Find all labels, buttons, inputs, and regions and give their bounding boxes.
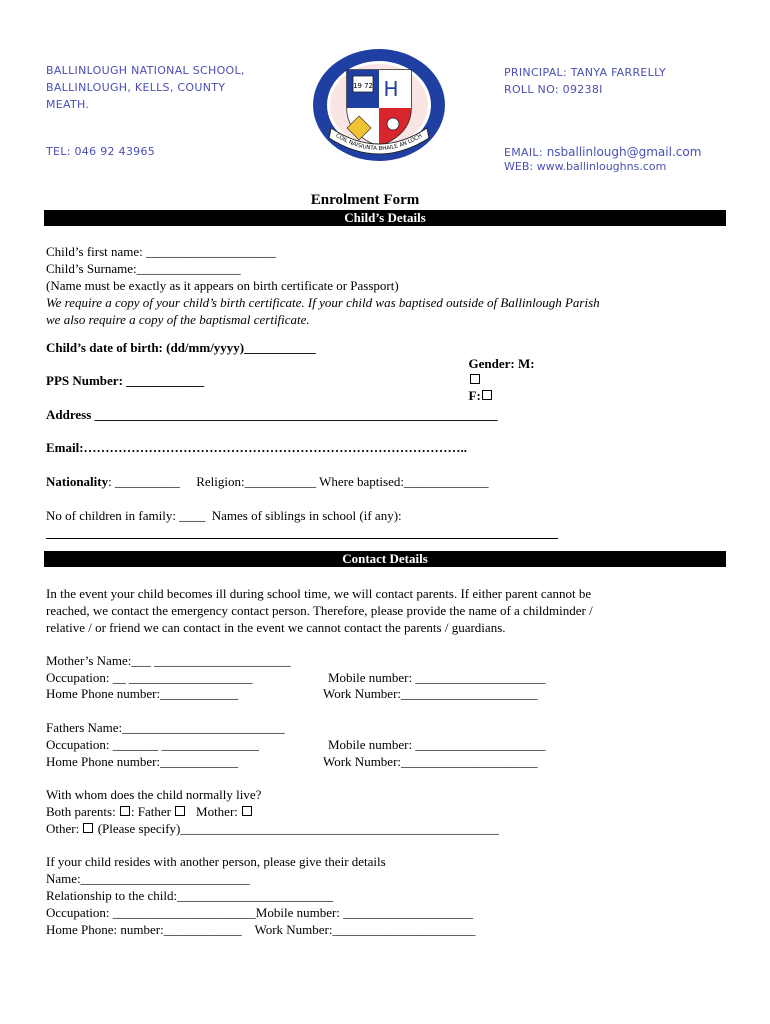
email-label: EMAIL: (504, 146, 543, 159)
certificate-note: We require a copy of your child’s birth certificate. If your child was baptised outside of Ballinlough Parish (46, 295, 600, 310)
gender-female-label: F: (468, 388, 481, 403)
mother-work-number-field[interactable]: Work Number:_____________________ (323, 686, 538, 701)
name-note: (Name must be exactly as it appears on birth certificate or Passport) (46, 278, 399, 293)
crest-letter: H (383, 77, 399, 101)
mother-home-phone-field[interactable]: Home Phone number:____________ (46, 686, 239, 701)
school-website[interactable]: WEB: www.ballinloughns.com (504, 160, 667, 173)
dob-field[interactable]: Child’s date of birth: (dd/mm/yyyy)___________ (46, 340, 316, 355)
father-home-phone-field[interactable]: Home Phone number:____________ (46, 754, 239, 769)
other-checkbox[interactable] (83, 823, 93, 833)
school-crest-logo (311, 48, 447, 162)
father-occupation-field[interactable]: Occupation: _______ _______________ (46, 737, 260, 752)
pps-number-field[interactable]: PPS Number: ____________ (46, 373, 205, 388)
gender-label: Gender: M: (468, 356, 535, 371)
gender-field (462, 340, 535, 404)
school-email (504, 145, 701, 159)
mother-name-field[interactable]: Mother’s Name:___ _____________________ (46, 653, 291, 668)
father-label: : Father (130, 804, 172, 819)
child-first-name-field[interactable]: Child’s first name: ____________________ (46, 244, 277, 259)
address-field[interactable]: Address ______________________________________________________________ (46, 407, 498, 422)
contact-paragraph-2: reached, we contact the emergency contact person. Therefore, please provide the name of a childminder / (46, 603, 593, 618)
crest-year: 19 72 (352, 82, 374, 90)
nationality-religion-row[interactable] (46, 474, 488, 490)
school-address (46, 62, 276, 113)
father-mobile-field[interactable]: Mobile number: ____________________ (328, 737, 546, 752)
father-name-field[interactable]: Fathers Name:_________________________ (46, 720, 285, 735)
section-childs-details: Child’s Details (44, 210, 726, 226)
live-with-options (46, 804, 253, 820)
child-surname-field[interactable]: Child’s Surname:________________ (46, 261, 241, 276)
nationality-religion-baptised: : __________ Religion:___________ Where baptised:_____________ (108, 474, 489, 489)
school-tel: TEL: 046 92 43965 (46, 145, 156, 158)
live-with-question: With whom does the child normally live? (46, 787, 262, 802)
other-label: Other: (46, 821, 80, 836)
principal-name: PRINCIPAL: TANYA FARRELLY (504, 66, 667, 79)
relationship-field[interactable]: Relationship to the child:________________________ (46, 888, 334, 903)
both-parents-checkbox[interactable] (120, 806, 130, 816)
email-link[interactable]: nsballinlough@gmail.com (546, 145, 702, 159)
school-county: MEATH. (46, 98, 90, 111)
other-person-phone-work[interactable]: Home Phone: number:____________ Work Number:______________________ (46, 922, 476, 937)
other-specify-field[interactable]: (Please specify)_________________________________________________ (97, 821, 499, 836)
email-field[interactable]: Email:…………………………………………………………………………….. (46, 440, 468, 455)
contact-paragraph-3: relative / or friend we can contact in the event we cannot contact the parents / guardians. (46, 620, 506, 635)
siblings-answer-line[interactable] (46, 538, 558, 539)
principal-info (504, 64, 754, 98)
other-person-occupation-mobile[interactable]: Occupation: ______________________Mobile number: ____________________ (46, 905, 474, 920)
school-name: BALLINLOUGH NATIONAL SCHOOL, (46, 64, 245, 77)
section-contact-details: Contact Details (44, 551, 726, 567)
gender-female-checkbox[interactable] (482, 390, 492, 400)
children-in-family-field[interactable]: No of children in family: ____ Names of siblings in school (if any): (46, 508, 402, 523)
mother-occupation-field[interactable]: Occupation: __ ___________________ (46, 670, 253, 685)
crest-motto: COIL NAISIUNTA BHAILE AN LOCH (334, 132, 424, 153)
mother-mobile-field[interactable]: Mobile number: ____________________ (328, 670, 546, 685)
other-person-intro: If your child resides with another person, please give their details (46, 854, 386, 869)
other-option (46, 821, 499, 837)
nationality-label: Nationality (46, 474, 109, 489)
contact-paragraph-1: In the event your child becomes ill during school time, we will contact parents. If either parent cannot be (46, 586, 592, 601)
other-person-name-field[interactable]: Name:__________________________ (46, 871, 250, 886)
school-address-line: BALLINLOUGH, KELLS, COUNTY (46, 81, 226, 94)
both-parents-label: Both parents: (46, 804, 116, 819)
father-checkbox[interactable] (175, 806, 185, 816)
father-work-number-field[interactable]: Work Number:_____________________ (323, 754, 538, 769)
form-title: Enrolment Form (310, 192, 420, 208)
mother-checkbox[interactable] (242, 806, 252, 816)
roll-number: ROLL NO: 09238I (504, 83, 603, 96)
certificate-note-cont: we also require a copy of the baptismal certificate. (46, 312, 310, 327)
mother-label: Mother: (196, 804, 238, 819)
gender-male-checkbox[interactable] (470, 374, 480, 384)
